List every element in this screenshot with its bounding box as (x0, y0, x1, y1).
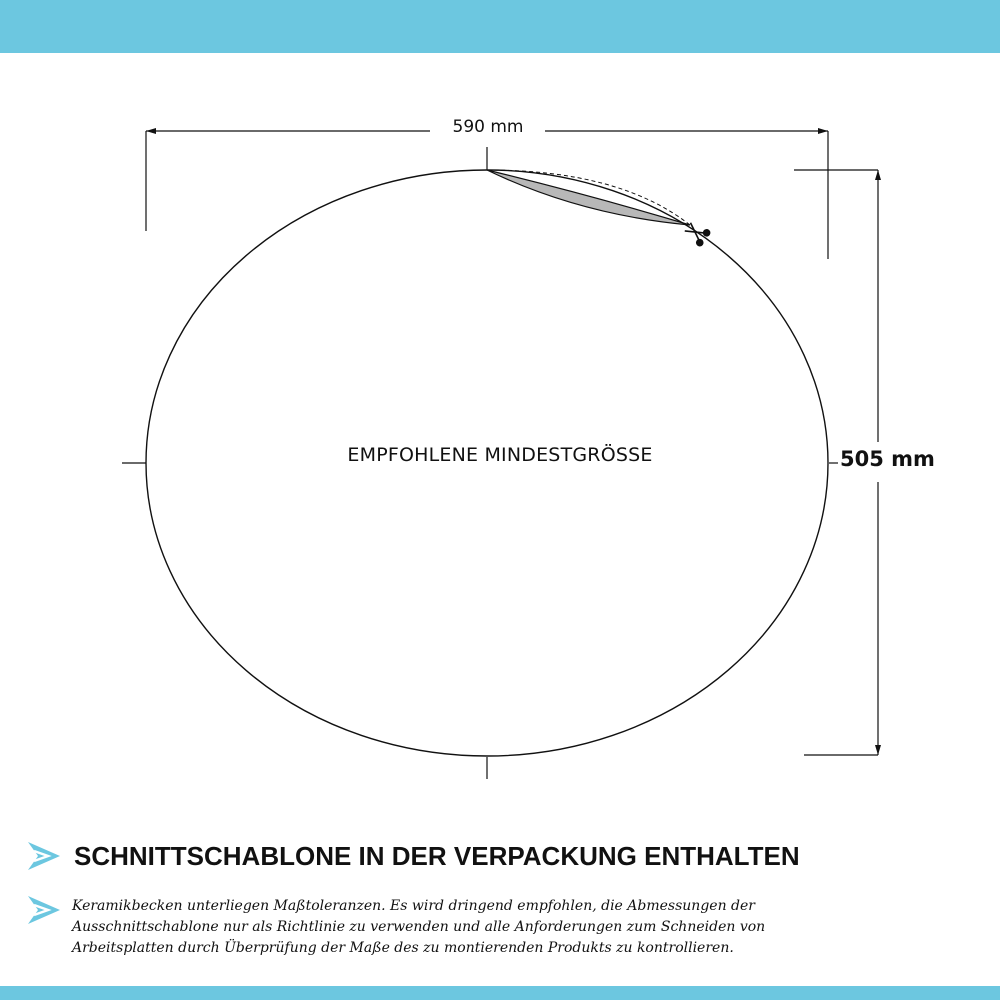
width-arrow-right (818, 128, 828, 134)
chevron-arrow-icon (26, 840, 62, 872)
minimum-size-label: EMPFOHLENE MINDESTGRÖSSE (347, 444, 653, 466)
cut-wedge (487, 170, 690, 225)
width-dimension-label: 590 mm (438, 117, 538, 137)
height-arrow-bottom (875, 745, 881, 755)
note-row (26, 893, 986, 973)
width-arrow-left (146, 128, 156, 134)
chevron-arrow-icon (26, 894, 62, 926)
headline: SCHNITTSCHABLONE IN DER VERPACKUNG ENTHALTEN (74, 841, 800, 871)
bottom-accent-bar (0, 986, 1000, 1000)
height-arrow-top (875, 170, 881, 180)
height-dimension-label: 505 mm (840, 445, 960, 473)
tolerance-note: Keramikbecken unterliegen Maßtoleranzen. Es wird dringend empfohlen, die Abmessungen der Ausschnittschablone nur als Richtlinie zu verwenden und alle Anforderungen zum Schneiden von Arbeitsplatten durch Überprüfung der Maße des zu montierenden Produkts zu kontrollieren. (72, 898, 766, 956)
headline-row (26, 838, 986, 874)
